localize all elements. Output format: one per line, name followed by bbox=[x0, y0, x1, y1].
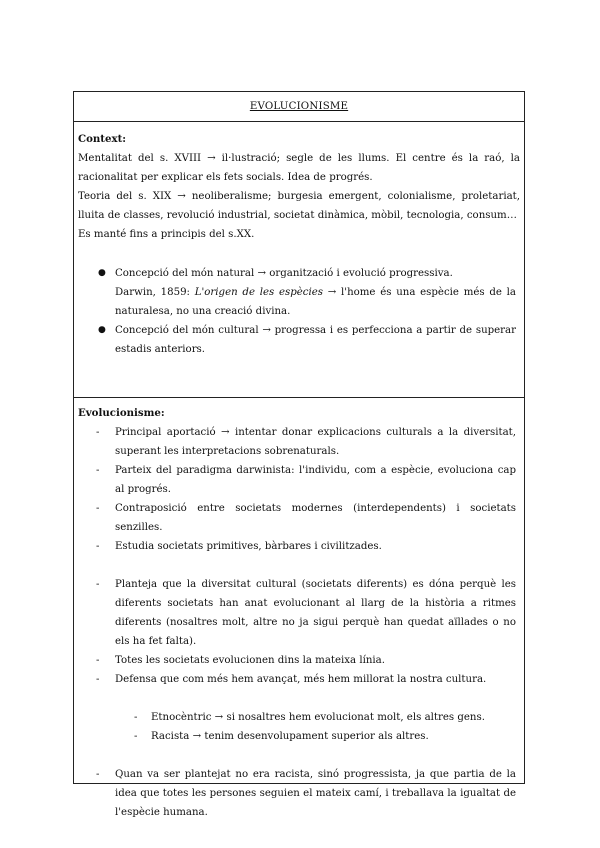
list-item-text: Racista → tenim desenvolupament superior als altres. bbox=[151, 731, 429, 742]
list-item bbox=[78, 575, 520, 651]
list-item-text: Estudia societats primitives, bàrbares i civilitzades. bbox=[115, 541, 382, 552]
title-cell bbox=[74, 92, 524, 122]
context-bullet-list bbox=[78, 264, 520, 359]
dash-marker: - bbox=[134, 712, 138, 723]
list-item-text: Etnocèntric → si nosaltres hem evolucionat molt, els altres gens. bbox=[151, 712, 485, 723]
list-item bbox=[78, 727, 520, 746]
dash-marker: - bbox=[96, 503, 100, 514]
spacer bbox=[78, 556, 520, 575]
dash-marker: - bbox=[96, 579, 100, 590]
list-item bbox=[78, 264, 520, 321]
dash-marker: - bbox=[96, 674, 100, 685]
bullet-text: Concepció del món natural → organització i evolució progressiva. bbox=[115, 268, 453, 279]
list-item bbox=[78, 670, 520, 689]
dash-marker: - bbox=[134, 731, 138, 742]
dash-marker: - bbox=[96, 655, 100, 666]
dash-marker: - bbox=[96, 427, 100, 438]
list-item bbox=[78, 651, 520, 670]
dash-list-1 bbox=[78, 423, 520, 556]
list-item-text: Defensa que com més hem avançat, més hem millorat la nostra cultura. bbox=[115, 674, 487, 685]
list-item-text: Contraposició entre societats modernes (interdependents) i societats senzilles. bbox=[115, 503, 516, 533]
dash-marker: - bbox=[96, 465, 100, 476]
context-heading: Context: bbox=[78, 133, 127, 145]
book-title: L'origen de les espècies bbox=[194, 287, 323, 298]
list-item-text: Parteix del paradigma darwinista: l'individu, com a espècie, evoluciona cap al progrés. bbox=[115, 465, 516, 495]
context-paragraph-1: Mentalitat del s. XVIII → il·lustració; segle de les llums. El centre és la raó, la racionalitat per explicar els fets socials. Idea de progrés. bbox=[78, 153, 520, 183]
document-table bbox=[73, 91, 525, 818]
page-title: EVOLUCIONISME bbox=[249, 101, 349, 112]
list-item bbox=[78, 499, 520, 537]
bullet-sub-prefix: Darwin, 1859: bbox=[115, 287, 195, 298]
list-item bbox=[78, 537, 520, 556]
dash-list-2 bbox=[78, 575, 520, 689]
evolucionisme-heading: Evolucionisme: bbox=[78, 407, 165, 419]
context-paragraph-2: Teoria del s. XIX → neoliberalisme; burgesia emergent, colonialisme, proletariat, lluita de classes, revolució industrial, societat dinàmica, mòbil, tecnologia, consum… bbox=[78, 191, 520, 221]
bullet-icon: ● bbox=[98, 268, 106, 278]
dash-marker: - bbox=[96, 541, 100, 552]
context-section bbox=[74, 122, 524, 398]
list-item bbox=[78, 708, 520, 727]
list-item bbox=[78, 765, 520, 822]
bullet-sub-suffix: → l'home és una espècie més de la naturalesa, no una creació divina. bbox=[115, 287, 516, 317]
list-item-text: Planteja que la diversitat cultural (societats diferents) es dóna perquè les diferents societats han anat evolucionant al llarg de la història a ritmes diferents (nosaltres molt, altre no ja sigui perquè han quedat aïllades o no els ha fet falta). bbox=[115, 579, 516, 647]
list-item-text: Principal aportació → intentar donar explicacions culturals a la diversitat, superant les interpretacions sobrenaturals. bbox=[115, 427, 516, 457]
spacer bbox=[78, 689, 520, 708]
list-item bbox=[78, 423, 520, 461]
evolucionisme-section bbox=[74, 398, 524, 818]
bullet-icon: ● bbox=[98, 325, 106, 335]
list-item-text: Totes les societats evolucionen dins la mateixa línia. bbox=[115, 655, 385, 666]
dash-list-3 bbox=[78, 765, 520, 822]
spacer bbox=[78, 746, 520, 765]
list-item bbox=[78, 321, 520, 359]
list-item-text: Quan va ser plantejat no era racista, sinó progressista, ja que partia de la idea que totes les persones seguien el mateix camí, i treballava la igualtat de l'espècie humana. bbox=[115, 769, 516, 818]
nested-dash-list bbox=[78, 708, 520, 746]
bullet-text: Concepció del món cultural → progressa i es perfecciona a partir de superar estadis anteriors. bbox=[115, 325, 516, 355]
dash-marker: - bbox=[96, 769, 100, 780]
context-paragraph-3: Es manté fins a principis del s.XX. bbox=[78, 229, 255, 240]
list-item bbox=[78, 461, 520, 499]
